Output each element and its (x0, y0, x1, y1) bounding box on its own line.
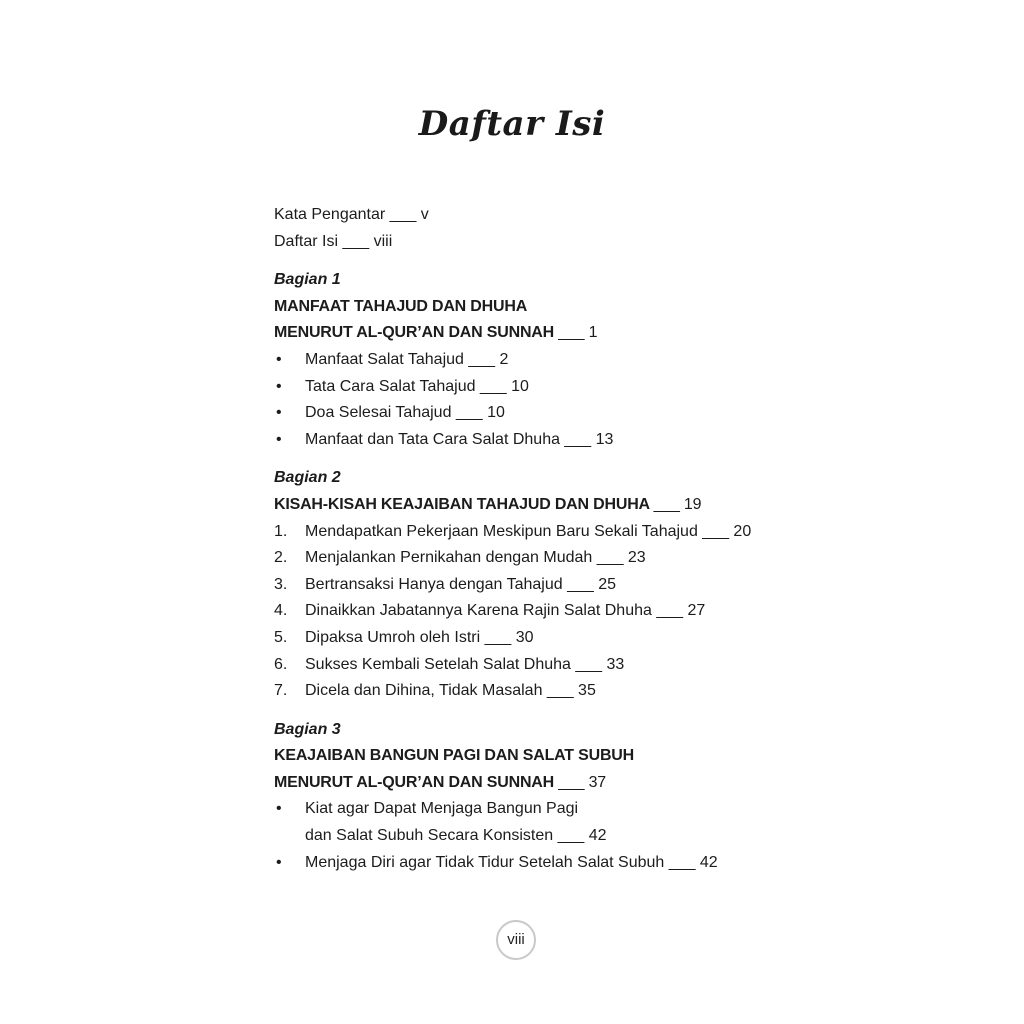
list-item-text: Sukses Kembali Setelah Salat Dhuha ___ 33 (305, 655, 625, 673)
part-2-heading-page: ___ 19 (653, 495, 702, 513)
list-item-text: Menjaga Diri agar Tidak Tidur Setelah Salat Subuh ___ 42 (305, 853, 718, 871)
number-marker: 5. (274, 628, 288, 646)
list-item (274, 519, 794, 546)
list-item-text: Bertransaksi Hanya dengan Tahajud ___ 25 (305, 575, 617, 593)
page-title: Daftar Isi (418, 104, 606, 144)
list-item (274, 374, 794, 401)
list-item-text: Manfaat dan Tata Cara Salat Dhuha ___ 13 (305, 430, 614, 448)
part-1-heading-page: ___ 1 (558, 324, 598, 342)
page-number-badge: viii (496, 920, 536, 960)
number-marker: 3. (274, 575, 288, 593)
part-3-heading-line-2 (274, 770, 794, 797)
list-item-text: Mendapatkan Pekerjaan Meskipun Baru Sekali Tahajud ___ 20 (305, 522, 752, 540)
part-1-label: Bagian 1 (274, 271, 341, 289)
list-item-text: Dinaikkan Jabatannya Karena Rajin Salat Dhuha ___ 27 (305, 602, 706, 620)
list-item-text: Doa Selesai Tahajud ___ 10 (305, 404, 505, 422)
list-item-text: Tata Cara Salat Tahajud ___ 10 (305, 377, 529, 395)
part-3-heading-text: MENURUT AL-QUR’AN DAN SUNNAH (274, 773, 555, 791)
list-item (274, 652, 794, 679)
number-marker: 6. (274, 655, 288, 673)
toc-entry-kata-pengantar: Kata Pengantar ___ v (274, 206, 429, 223)
part-2-heading-text: KISAH-KISAH KEAJAIBAN TAHAJUD DAN DHUHA (274, 495, 650, 513)
bullet-marker: • (276, 800, 282, 818)
list-item-text: Kiat agar Dapat Menjaga Bangun Pagi (305, 800, 579, 818)
list-item-text: Manfaat Salat Tahajud ___ 2 (305, 350, 509, 368)
part-3-label: Bagian 3 (274, 720, 341, 738)
list-item (274, 347, 794, 374)
list-item-text: Dipaksa Umroh oleh Istri ___ 30 (305, 628, 534, 646)
number-marker: 1. (274, 522, 288, 540)
list-item (274, 572, 794, 599)
part-1-heading-line-1: MANFAAT TAHAJUD DAN DHUHA (274, 297, 528, 315)
number-marker: 2. (274, 549, 288, 567)
number-marker: 7. (274, 682, 288, 700)
part-1-heading-line-2 (274, 320, 794, 347)
list-item-text-continuation: dan Salat Subuh Secara Konsisten ___ 42 (305, 827, 607, 845)
list-item (274, 400, 794, 427)
bullet-marker: • (276, 350, 282, 368)
list-item (274, 545, 794, 572)
part-3-heading-page: ___ 37 (558, 773, 607, 791)
part-2-label: Bagian 2 (274, 469, 341, 487)
list-item (274, 427, 794, 454)
list-item-text: Dicela dan Dihina, Tidak Masalah ___ 35 (305, 682, 596, 700)
list-item-text: Menjalankan Pernikahan dengan Mudah ___ 23 (305, 549, 646, 567)
list-item (274, 796, 794, 849)
table-of-contents (274, 202, 794, 876)
list-item (274, 678, 794, 705)
bullet-marker: • (276, 377, 282, 395)
part-3-heading-line-1: KEAJAIBAN BANGUN PAGI DAN SALAT SUBUH (274, 747, 635, 765)
bullet-marker: • (276, 404, 282, 422)
bullet-marker: • (276, 853, 282, 871)
list-item (274, 598, 794, 625)
part-1-heading-text: MENURUT AL-QUR’AN DAN SUNNAH (274, 324, 555, 342)
part-2-heading-line-1 (274, 492, 794, 519)
number-marker: 4. (274, 602, 288, 620)
list-item (274, 625, 794, 652)
list-item (274, 850, 794, 877)
toc-entry-daftar-isi: Daftar Isi ___ viii (274, 232, 393, 250)
bullet-marker: • (276, 430, 282, 448)
